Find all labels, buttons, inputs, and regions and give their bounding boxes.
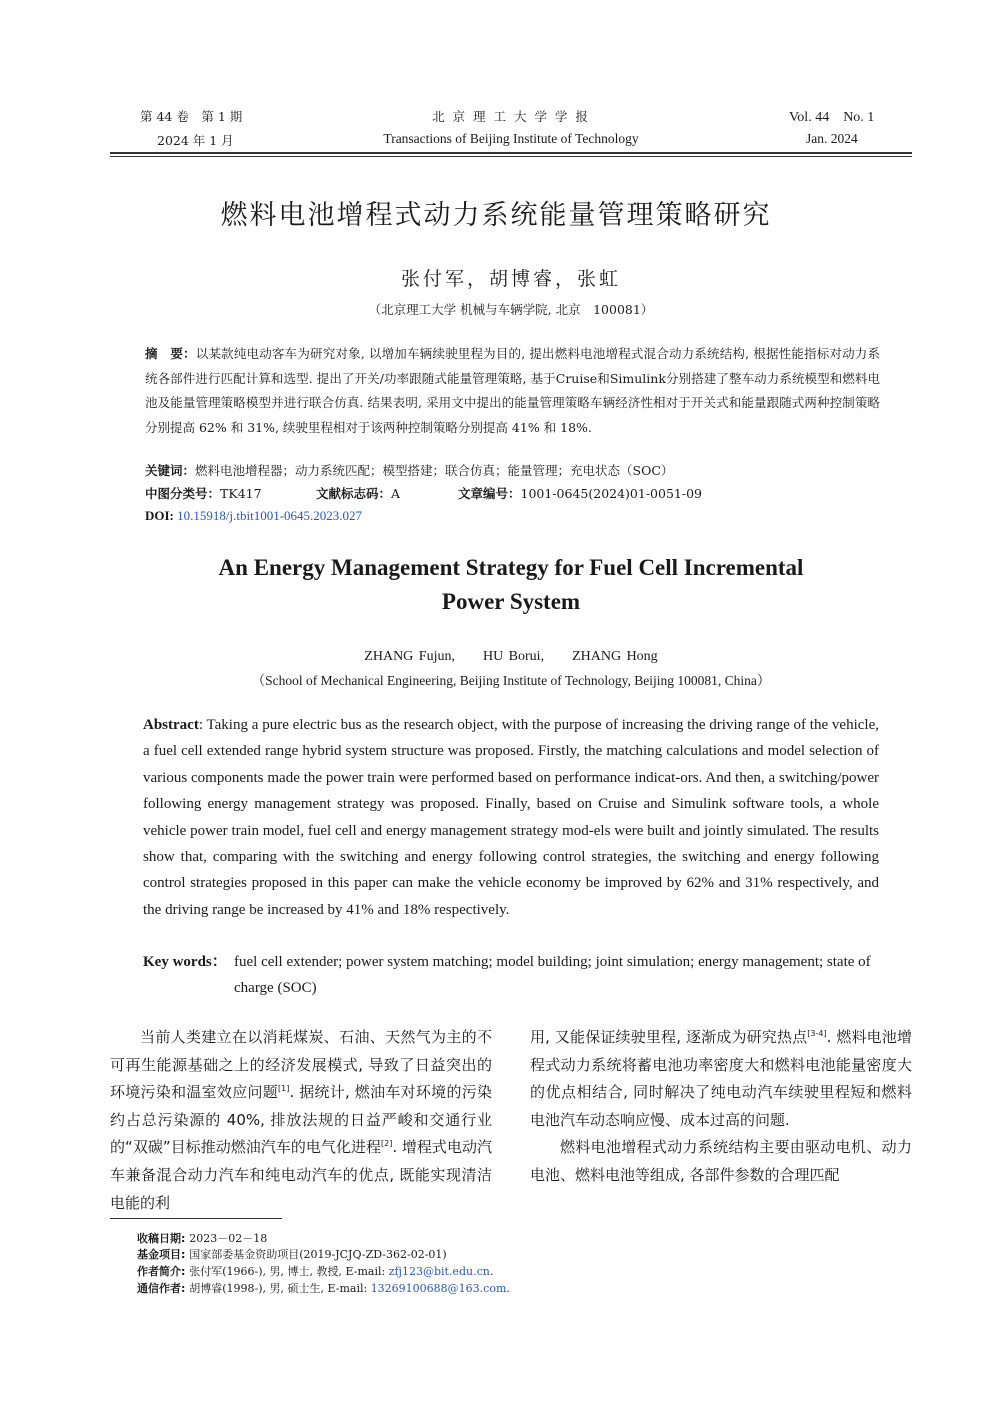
- footnote-received-label: 收稿日期:: [137, 1232, 190, 1245]
- footnote-author-value: 张付军(1966-), 男, 博士, 教授, E-mail:: [189, 1265, 389, 1278]
- paper-title-en-line2: Power System: [441, 589, 581, 614]
- doc-code-label: 文献标志码：: [316, 486, 392, 501]
- keywords-cn-text: 燃料电池增程器；动力系统匹配；模型搭建；联合仿真；能量管理；充电状态（SOC）: [195, 463, 674, 478]
- header-rule-thin: [110, 156, 912, 157]
- classification-line: [145, 484, 262, 502]
- paper-title-en: [0, 551, 992, 619]
- body-text: 用, 又能保证续驶里程, 逐渐成为研究热点: [530, 1028, 808, 1046]
- volume-issue-cn: 第 44 卷 第 1 期: [140, 109, 243, 124]
- keywords-cn: [145, 461, 673, 479]
- keywords-en-text: fuel cell extender; power system matching; model building; joint simulation; energy management; state of charge (SOC): [234, 954, 871, 996]
- body-paragraph: [110, 1024, 492, 1217]
- footnote-received-value: 2023－02－18: [189, 1232, 268, 1245]
- document-code: [316, 484, 400, 502]
- abstract-en-label: Abstract: [143, 717, 199, 733]
- date-cn: 2024 年 1 月: [157, 133, 234, 148]
- paper-title-cn: 燃料电池增程式动力系统能量管理策略研究: [220, 200, 772, 231]
- citation-ref[interactable]: [3-4]: [807, 1029, 827, 1038]
- abstract-en: [143, 712, 879, 923]
- footnote-fund: [137, 1246, 447, 1262]
- body-text: . 据统计, 燃油车对环境的污染约占总污染源的 40%, 排放法规的日益严峻和交通行业的“双碳”目标推动燃油汽车的电气化进程: [110, 1083, 492, 1157]
- footnote-author: [137, 1263, 493, 1279]
- authors-cn: 张付军，胡博睿，张虹: [400, 268, 621, 290]
- author-email-link[interactable]: zfj123@bit.edu.cn: [388, 1265, 490, 1278]
- doi-link[interactable]: 10.15918/j.tbit1001-0645.2023.027: [177, 508, 363, 523]
- footnote-received: [137, 1230, 267, 1246]
- body-text: 当前人类建立在以消耗煤炭、石油、天然气为主的不可再生能源基础之上的经济发展模式, 导致了日益突出的环境污染和温室效应问题: [110, 1028, 492, 1102]
- abstract-cn-label: 摘 要：: [145, 346, 196, 361]
- body-column-left: [110, 1024, 492, 1217]
- footnote-author-end: .: [489, 1265, 494, 1278]
- doc-code-value: A: [391, 486, 401, 501]
- body-column-right: [530, 1024, 912, 1190]
- authors-en: ZHANG Fujun, HU Borui, ZHANG Hong: [364, 649, 658, 664]
- clc-label: 中图分类号：: [145, 486, 221, 501]
- footnote-author-label: 作者简介:: [137, 1265, 190, 1278]
- paper-title-en-line1: An Energy Management Strategy for Fuel Cell Incremental: [218, 555, 804, 580]
- clc-value: TK417: [220, 486, 262, 501]
- corresponding-email-link[interactable]: 13269100688@163.com: [370, 1282, 507, 1295]
- journal-name-en: Transactions of Beijing Institute of Technology: [383, 131, 639, 146]
- footnote-corresponding-end: .: [506, 1282, 510, 1295]
- footnote-corresponding: [137, 1280, 510, 1296]
- volume-issue-en: Vol. 44 No. 1: [789, 110, 875, 125]
- body-text: . 增程式电动汽车兼备混合动力汽车和纯电动汽车的优点, 既能实现清洁电能的利: [110, 1138, 493, 1212]
- date-en: Jan. 2024: [806, 131, 858, 146]
- article-number-value: 1001-0645(2024)01-0051-09: [520, 486, 702, 501]
- footnote-rule: [110, 1218, 282, 1219]
- doi-line: [145, 508, 362, 524]
- affiliation-en: （School of Mechanical Engineering, Beijing Institute of Technology, Beijing 100081, China）: [251, 673, 771, 688]
- abstract-en-text: : Taking a pure electric bus as the research object, with the purpose of increasing the driving range of the vehicle, a fuel cell extended range hybrid system structure was proposed. Firstly, the matching calculations and model selection of various components made the power train were performed based on performance indicat-ors. And then, a switching/power following energy management strategy was proposed. Finally, based on Cruise and Simulink software tools, a whole vehicle power train model, fuel cell and energy management strategy mod-els were built and jointly simulated. The results show that, comparing with the switching and energy following control strategies, the switching and energy following control strategies proposed in this paper can make the vehicle economy be improved by 62% and 31% respectively, and the driving range be increased by 41% and 18% respectively.: [143, 717, 879, 918]
- footnote-corresponding-label: 通信作者:: [137, 1282, 190, 1295]
- keywords-en-label: Key words：: [143, 954, 227, 970]
- affiliation-cn: （北京理工大学 机械与车辆学院, 北京 100081）: [368, 302, 654, 317]
- article-number: [458, 484, 702, 502]
- journal-name-cn: 北 京 理 工 大 学 学 报: [432, 109, 590, 124]
- body-paragraph: 燃料电池增程式动力系统结构主要由驱动电机、动力电池、燃料电池等组成, 各部件参数的合理匹配: [530, 1138, 912, 1184]
- body-paragraph: [530, 1024, 912, 1134]
- keywords-cn-label: 关键词：: [145, 463, 196, 478]
- citation-ref[interactable]: [1]: [278, 1084, 290, 1094]
- footnote-fund-value: 国家部委基金资助项目(2019-JCJQ-ZD-362-02-01): [189, 1248, 447, 1261]
- abstract-cn-text: 以某款纯电动客车为研究对象, 以增加车辆续驶里程为目的, 提出燃料电池增程式混合动力系统结构, 根据性能指标对动力系统各部件进行匹配计算和选型. 提出了开关/功率跟随式能量管理策略, 基于Cruise和Simulink分别搭建了整车动力系统模型和燃料电池及能量管理策略模型并进行联合仿真. 结果表明, 采用文中提出的能量管理策略车辆经济性相对于开关式和能量跟随式两种控制策略分别提高 62% 和 31%, 续驶里程相对于该两种控制策略分别提高 41% 和 18%.: [145, 346, 880, 435]
- footnote-corresponding-value: 胡博睿(1998-), 男, 硕士生, E-mail:: [189, 1282, 371, 1295]
- doi-label: DOI:: [145, 508, 178, 523]
- article-number-label: 文章编号：: [458, 486, 521, 501]
- header-rule-thick: [110, 152, 912, 154]
- body-text: . 燃料电池增程式动力系统将蓄电池功率密度大和燃料电池能量密度大的优点相结合, 同时解决了纯电动汽车续驶里程短和燃料电池汽车动态响应慢、成本过高的问题.: [530, 1028, 912, 1129]
- footnote-fund-label: 基金项目:: [137, 1248, 190, 1261]
- citation-ref[interactable]: [2]: [380, 1139, 393, 1149]
- abstract-cn: [145, 342, 880, 440]
